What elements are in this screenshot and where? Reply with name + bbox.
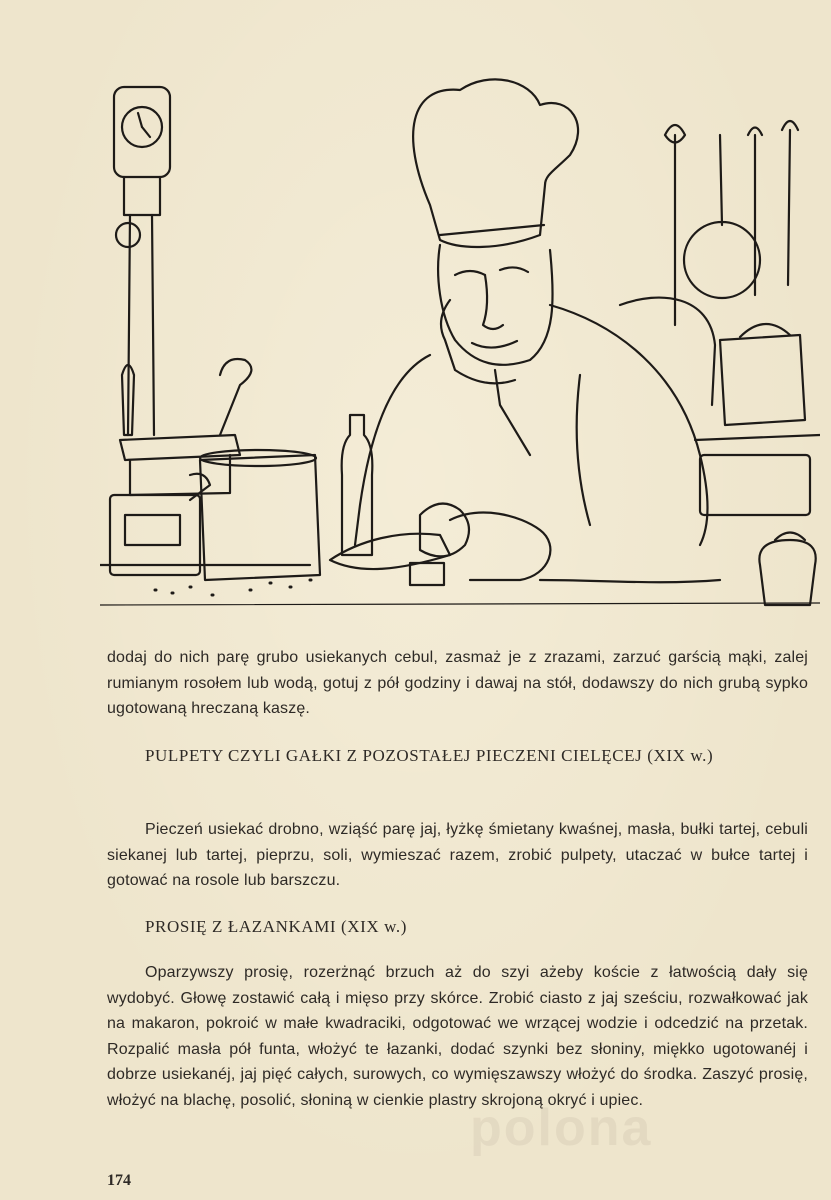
watermark: polona: [470, 1099, 653, 1157]
recipe-heading-prosie: PROSIĘ Z ŁAZANKAMI (XIX w.): [145, 917, 408, 936]
wall-clock-drawing: [114, 87, 170, 435]
paragraph-prosie: Oparzywszy prosię, rozerżnąć brzuch aż do szyi ażeby koście z łatwością dały się wydobyć. Głowę zostawić całą i mięso przy skórce. Zrobić ciasto z jaj sześciu, rozwałkować jak na makaron, pokroić w małe kwadraciki, odgotować we wrzącej wodzie i odcedzić na przetak. Rozpalić masła pół funta, włożyć te łazanki, dodać szynki bez słoniny, miękko ugotowanéj i dobrze usiekanéj, jaj pięć całych, surowych, co wymięszawszy włożyć do środka. Zaszyć prosię, włożyć na blachę, posolić, słoniną w cienkie plastry skrojoną okryć i upiec.: [107, 964, 808, 1109]
chef-kitchen-illustration: [100, 75, 820, 615]
recipe-heading-pulpety: PULPETY CZYLI GAŁKI Z POZOSTAŁEJ PIECZENI CIELĘCEJ (XIX w.): [145, 746, 714, 765]
paragraph-continuation: dodaj do nich parę grubo usiekanych cebul, zasmaż je z zrazami, zarzuć garścią mąki, zalej rumianym rosołem lub wodą, gotuj z pół godziny i dawaj na stół, dodawszy do nich grubą sypko ugotowaną hreczaną kaszę.: [107, 649, 808, 717]
hanging-utensils-drawing: [665, 121, 798, 325]
page-number: 174: [107, 1172, 131, 1189]
paragraph-pulpety: Pieczeń usiekać drobno, wziąść parę jaj, łyżkę śmietany kwaśnej, masła, bułki tartej, cebuli siekanej lub tartej, pieprzu, soli, wymieszać razem, zrobić pulpety, utaczać w bułce tartej i gotować na rosole lub barszczu.: [107, 821, 808, 889]
